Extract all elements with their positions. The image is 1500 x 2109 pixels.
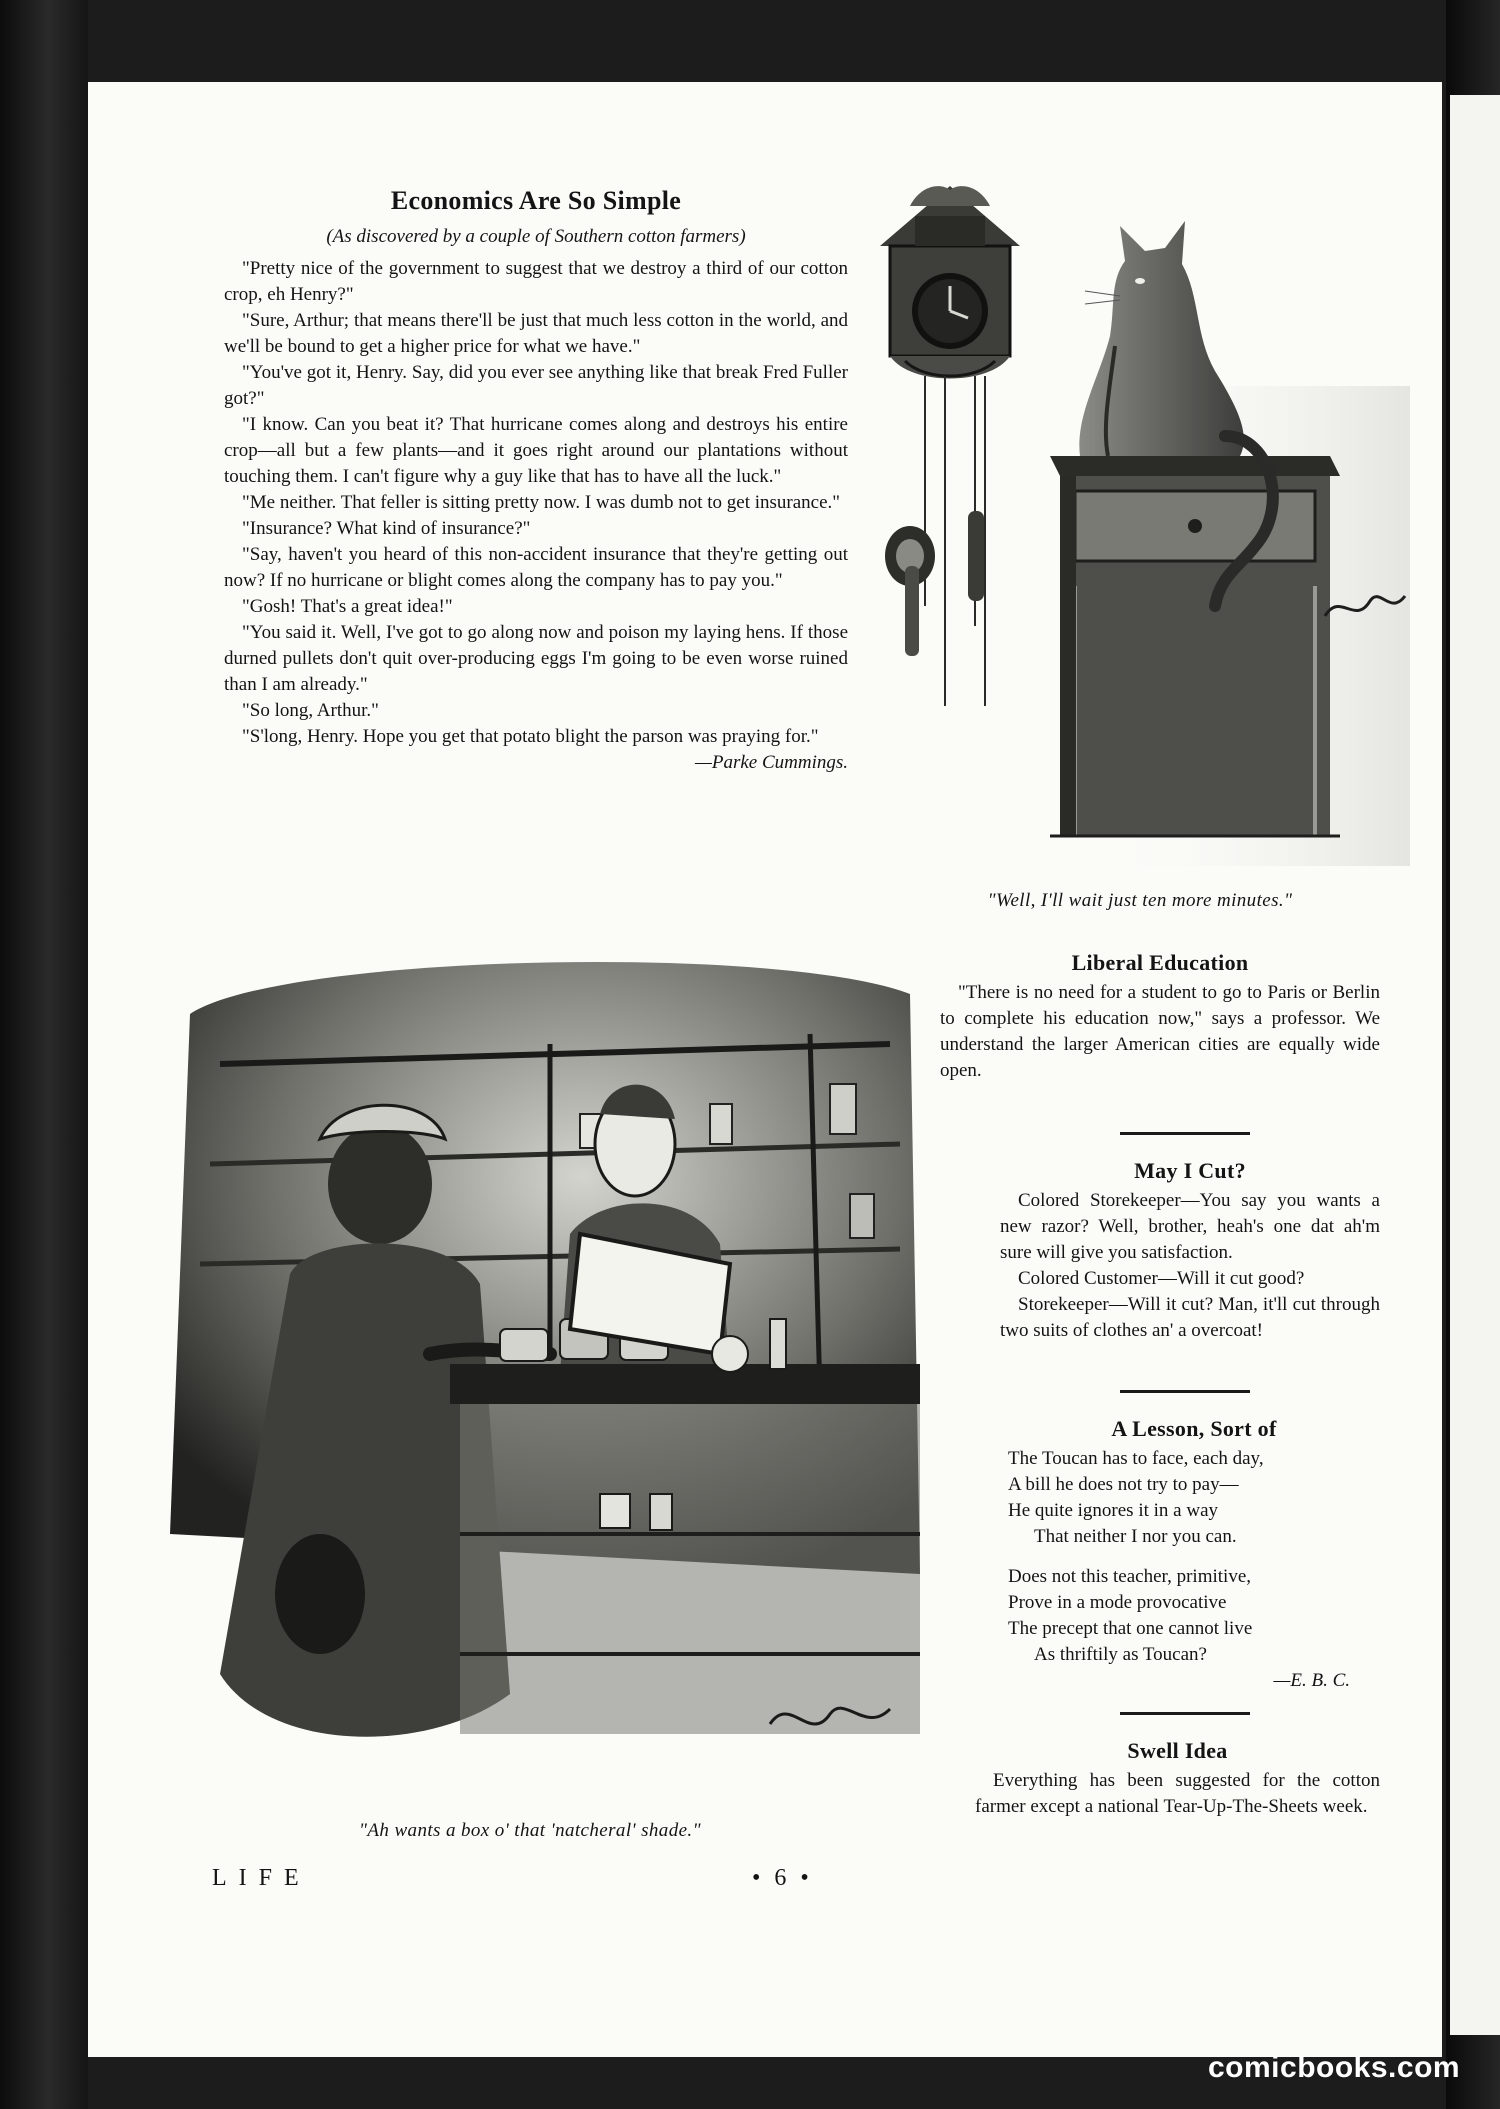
liberal-education-title: Liberal Education: [1071, 950, 1249, 975]
poem-line: A bill he does not try to pay—: [1008, 1474, 1239, 1495]
article-subtitle: (As discovered by a couple of Southern cotton farmers): [326, 226, 746, 247]
lesson-byline: —E. B. C.: [1273, 1670, 1350, 1691]
liberal-education-item: [940, 950, 1380, 1084]
article-paragraph: "Pretty nice of the government to suggest that we destroy a third of our cotton crop, eh Henry?": [224, 258, 848, 305]
article-paragraph: "Sure, Arthur; that means there'll be just that much less cotton in the world, and we'll be bound to get a higher price for what we have.": [224, 310, 848, 357]
poem-line: Does not this teacher, primitive,: [1008, 1566, 1252, 1587]
cuckoo-clock-cat-cartoon: [870, 186, 1410, 866]
article-paragraph: "Gosh! That's a great idea!": [242, 596, 453, 617]
article-paragraph: "So long, Arthur.": [242, 700, 379, 721]
adjacent-page-edge: [1450, 95, 1500, 2035]
may-i-cut-item: [1000, 1158, 1380, 1344]
swell-idea-item: [975, 1738, 1380, 1820]
article-byline: —Parke Cummings.: [694, 752, 848, 773]
scan-edge-left: [0, 0, 88, 2109]
article-paragraph: "S'long, Henry. Hope you get that potato blight the parson was praying for.": [242, 726, 819, 747]
poem-line: As thriftily as Toucan?: [1034, 1644, 1207, 1665]
swell-idea-text: Everything has been suggested for the cotton farmer except a national Tear-Up-The-Sheets week.: [975, 1770, 1380, 1817]
article-paragraph: "I know. Can you beat it? That hurricane comes along and destroys his entire crop—all but a few plants—and it goes right around our plantations without touching them. I can't figure why a guy like that has to have all the luck.": [224, 414, 848, 487]
swell-idea-title: Swell Idea: [1127, 1738, 1228, 1763]
poem-line: The Toucan has to face, each day,: [1008, 1448, 1264, 1469]
may-i-cut-line: Colored Storekeeper—You say you wants a new razor? Well, brother, heah's one dat ah'm sure will give you satisfaction.: [1000, 1190, 1380, 1263]
section-divider: [1120, 1132, 1250, 1135]
store-cartoon-caption: "Ah wants a box o' that 'natcheral' shade.": [359, 1820, 701, 1841]
liberal-education-text: "There is no need for a student to go to Paris or Berlin to complete his education now," says a professor. We understand the larger American cities are equally wide open.: [940, 982, 1380, 1081]
article-paragraph: "You said it. Well, I've got to go along now and poison my laying hens. If those durned pullets don't quit over-producing eggs I'm going to be even worse ruined than I am already.": [224, 622, 848, 695]
lesson-title: A Lesson, Sort of: [1111, 1416, 1277, 1441]
lesson-poem: [1008, 1416, 1380, 1694]
may-i-cut-title: May I Cut?: [1134, 1158, 1246, 1183]
article-paragraph: "Insurance? What kind of insurance?": [242, 518, 531, 539]
may-i-cut-line: Colored Customer—Will it cut good?: [1018, 1268, 1305, 1289]
cosmetics-counter-cartoon: [130, 934, 930, 1804]
cuckoo-cartoon-caption: "Well, I'll wait just ten more minutes.": [987, 890, 1293, 911]
magazine-name: LIFE: [212, 1865, 311, 1891]
page-number: • 6 •: [752, 1865, 813, 1891]
cosmetics-counter-illustration: [130, 934, 930, 1804]
poem-line: The precept that one cannot live: [1008, 1618, 1253, 1639]
may-i-cut-line: Storekeeper—Will it cut? Man, it'll cut through two suits of clothes an' a overcoat!: [1000, 1294, 1380, 1341]
section-divider: [1120, 1390, 1250, 1393]
poem-line: He quite ignores it in a way: [1008, 1500, 1219, 1521]
article-paragraph: "You've got it, Henry. Say, did you ever see anything like that break Fred Fuller got?": [224, 362, 848, 409]
article-paragraph: "Say, haven't you heard of this non-accident insurance that they're getting out now? If no hurricane or blight comes along the company has to pay you.": [224, 544, 848, 591]
poem-line: That neither I nor you can.: [1034, 1526, 1237, 1547]
article-title: Economics Are So Simple: [390, 186, 682, 215]
section-divider: [1120, 1712, 1250, 1715]
article-paragraph: "Me neither. That feller is sitting pretty now. I was dumb not to get insurance.": [242, 492, 841, 513]
economics-article: [224, 186, 848, 776]
watermark: comicbooks.com: [1208, 2051, 1461, 2084]
cuckoo-clock-cat-illustration: [870, 186, 1410, 866]
poem-line: Prove in a mode provocative: [1008, 1592, 1227, 1613]
